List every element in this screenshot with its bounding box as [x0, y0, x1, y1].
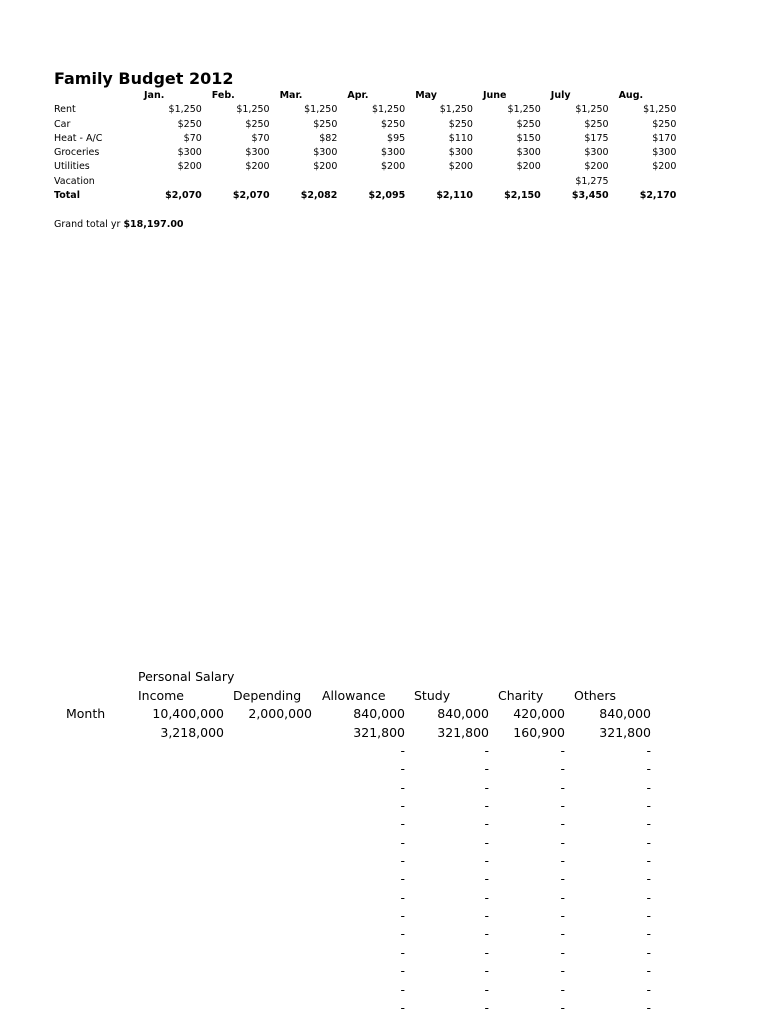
- budget-cell: $200: [381, 161, 406, 173]
- salary-cell-charity: -: [560, 889, 565, 905]
- salary-header-row: [0, 687, 768, 705]
- month-header: Jan.: [144, 90, 165, 101]
- total-cell: $2,150: [504, 190, 541, 202]
- budget-cell: $70: [183, 132, 202, 144]
- salary-cell-study: -: [484, 834, 489, 850]
- budget-cell: $170: [652, 132, 677, 144]
- salary-cell-income: 3,218,000: [160, 724, 224, 740]
- budget-cell: $200: [652, 161, 677, 173]
- budget-cell: $175: [584, 132, 609, 144]
- salary-cell-allowance: -: [400, 834, 405, 850]
- salary-cell-allowance: -: [400, 743, 405, 759]
- salary-row: [0, 870, 768, 888]
- month-header: Aug.: [618, 90, 644, 101]
- salary-cell-study: -: [484, 926, 489, 942]
- budget-cell: $110: [448, 132, 473, 144]
- budget-header-row: [54, 89, 676, 103]
- budget-cell: [405, 175, 473, 189]
- budget-cell: $200: [516, 161, 541, 173]
- salary-cell-study: -: [484, 871, 489, 887]
- month-header: June: [482, 90, 507, 101]
- salary-cell-study: -: [484, 761, 489, 777]
- salary-cell-study: -: [484, 908, 489, 924]
- salary-cell-allowance: -: [400, 889, 405, 905]
- salary-cell-study: -: [484, 981, 489, 997]
- header-income: Income: [138, 688, 184, 703]
- grand-total-value: $18,197.00: [123, 219, 184, 230]
- salary-row: [0, 944, 768, 962]
- salary-cell-allowance: 321,800: [353, 724, 405, 740]
- total-cell: $2,070: [165, 190, 202, 202]
- total-cell: $2,110: [436, 190, 473, 202]
- budget-cell: $150: [516, 132, 541, 144]
- salary-cell-others: -: [646, 944, 651, 960]
- budget-cell: $1,250: [643, 104, 677, 116]
- budget-cell: [337, 175, 405, 189]
- salary-cell-depending: 2,000,000: [248, 706, 312, 722]
- salary-row: [0, 907, 768, 925]
- grand-total: [54, 219, 184, 230]
- salary-cell-study: -: [484, 779, 489, 795]
- budget-cell: $1,250: [371, 104, 406, 116]
- budget-total-row: [54, 189, 676, 203]
- salary-cell-charity: -: [560, 853, 565, 869]
- salary-cell-allowance: -: [400, 871, 405, 887]
- budget-cell: $250: [652, 118, 677, 130]
- salary-cell-others: -: [646, 853, 651, 869]
- salary-row: [0, 779, 768, 797]
- salary-row: [0, 852, 768, 870]
- total-cell: $2,095: [368, 190, 406, 202]
- budget-cell: $250: [584, 118, 609, 130]
- budget-row: [54, 146, 676, 160]
- budget-row: [54, 118, 676, 132]
- salary-cell-others: -: [646, 999, 651, 1015]
- salary-cell-others: -: [646, 761, 651, 777]
- salary-cell-study: -: [484, 963, 489, 979]
- header-spacer: [54, 89, 134, 103]
- row-label: Car: [54, 118, 71, 130]
- budget-cell: [270, 175, 338, 189]
- header-depending: Depending: [233, 688, 302, 703]
- salary-cell-study: 321,800: [437, 724, 489, 740]
- salary-cell-others: -: [646, 963, 651, 979]
- budget-cell: $250: [245, 118, 270, 130]
- budget-cell: $200: [177, 161, 202, 173]
- salary-cell-others: -: [646, 981, 651, 997]
- budget-cell: $300: [245, 147, 270, 159]
- salary-cell-charity: -: [560, 999, 565, 1015]
- salary-cell-others: -: [646, 834, 651, 850]
- salary-cell-allowance: -: [400, 816, 405, 832]
- salary-row: [0, 760, 768, 778]
- salary-cell-study: -: [484, 944, 489, 960]
- salary-cell-charity: -: [560, 743, 565, 759]
- budget-cell: $200: [313, 161, 338, 173]
- total-cell: $2,070: [232, 190, 270, 202]
- budget-row: [54, 132, 676, 146]
- month-header: Apr.: [347, 90, 369, 101]
- salary-cell-allowance: -: [400, 926, 405, 942]
- salary-cell-charity: -: [560, 834, 565, 850]
- salary-table: [0, 687, 768, 1017]
- salary-row: [0, 815, 768, 833]
- salary-cell-others: 840,000: [599, 706, 651, 722]
- salary-cell-others: -: [646, 889, 651, 905]
- row-label: Utilities: [54, 161, 90, 173]
- row-label: Rent: [54, 104, 76, 116]
- row-label: Heat - A/C: [54, 132, 103, 144]
- salary-cell-charity: -: [560, 944, 565, 960]
- salary-cell-allowance: -: [400, 761, 405, 777]
- salary-cell-charity: -: [560, 908, 565, 924]
- salary-row: [0, 889, 768, 907]
- budget-cell: $300: [652, 147, 677, 159]
- budget-cell: $300: [313, 147, 338, 159]
- salary-cell-allowance: 840,000: [353, 706, 405, 722]
- salary-cell-charity: -: [560, 779, 565, 795]
- total-cell: $2,170: [639, 190, 677, 202]
- header-study: Study: [414, 688, 451, 703]
- salary-cell-study: -: [484, 853, 489, 869]
- budget-row: [54, 103, 676, 117]
- salary-cell-charity: 420,000: [513, 706, 565, 722]
- salary-cell-others: -: [646, 798, 651, 814]
- budget-cell: $1,250: [575, 104, 609, 116]
- salary-row: [0, 962, 768, 980]
- header-charity: Charity: [498, 688, 544, 703]
- budget-cell: $250: [313, 118, 338, 130]
- salary-cell-charity: -: [560, 798, 565, 814]
- header-others: Others: [574, 688, 617, 703]
- budget-cell: $70: [251, 132, 270, 144]
- salary-row: [0, 742, 768, 760]
- salary-row: [0, 981, 768, 999]
- salary-cell-study: 840,000: [437, 706, 489, 722]
- grand-total-label: Grand total yr: [54, 219, 121, 230]
- budget-cell: $300: [584, 147, 609, 159]
- month-header: May: [415, 90, 437, 101]
- budget-cell: $300: [381, 147, 406, 159]
- budget-cell: $1,250: [168, 104, 202, 116]
- budget-cell: $250: [448, 118, 473, 130]
- row-label: Vacation: [54, 175, 95, 187]
- month-header: Mar.: [279, 90, 303, 101]
- budget-cell: $250: [516, 118, 541, 130]
- salary-cell-charity: -: [560, 926, 565, 942]
- salary-cell-charity: -: [560, 871, 565, 887]
- salary-cell-charity: -: [560, 816, 565, 832]
- salary-cell-allowance: -: [400, 853, 405, 869]
- budget-cell: $300: [516, 147, 541, 159]
- budget-cell: $250: [381, 118, 406, 130]
- salary-cell-study: -: [484, 999, 489, 1015]
- salary-cell-others: -: [646, 816, 651, 832]
- salary-cell-charity: 160,900: [513, 724, 565, 740]
- salary-cell-income: 10,400,000: [152, 706, 224, 722]
- salary-row: [0, 834, 768, 852]
- budget-cell: $1,250: [507, 104, 541, 116]
- budget-cell: [202, 175, 270, 189]
- header-allowance: Allowance: [322, 688, 386, 703]
- budget-cell: $200: [245, 161, 270, 173]
- budget-cell: [134, 175, 202, 189]
- budget-cell: $95: [387, 132, 406, 144]
- budget-cell: $1,250: [236, 104, 270, 116]
- budget-row: [54, 160, 676, 174]
- budget-title: Family Budget 2012: [54, 69, 234, 88]
- budget-cell: $1,275: [575, 175, 609, 187]
- total-cell: $2,082: [300, 190, 338, 202]
- salary-cell-study: -: [484, 889, 489, 905]
- salary-cell-charity: -: [560, 761, 565, 777]
- salary-cell-others: -: [646, 908, 651, 924]
- budget-cell: $1,250: [439, 104, 473, 116]
- total-cell: $3,450: [571, 190, 609, 202]
- salary-cell-charity: -: [560, 981, 565, 997]
- salary-cell-allowance: -: [400, 908, 405, 924]
- salary-cell-study: -: [484, 816, 489, 832]
- budget-row: [54, 175, 676, 189]
- budget-cell: $300: [448, 147, 473, 159]
- salary-row: [0, 705, 768, 723]
- budget-cell: [609, 175, 677, 189]
- budget-cell: $1,250: [304, 104, 338, 116]
- month-header: July: [550, 90, 571, 101]
- salary-cell-study: -: [484, 798, 489, 814]
- budget-cell: $250: [177, 118, 202, 130]
- budget-cell: $300: [177, 147, 202, 159]
- salary-row: [0, 925, 768, 943]
- budget-cell: $200: [584, 161, 609, 173]
- row-label: Groceries: [54, 147, 100, 159]
- salary-title: Personal Salary: [138, 669, 235, 684]
- budget-cell: $200: [448, 161, 473, 173]
- salary-row: [0, 999, 768, 1017]
- salary-cell-others: 321,800: [599, 724, 651, 740]
- salary-cell-month: Month: [66, 706, 106, 722]
- salary-cell-others: -: [646, 926, 651, 942]
- budget-cell: $82: [319, 132, 338, 144]
- total-label: Total: [54, 190, 80, 202]
- salary-cell-allowance: -: [400, 981, 405, 997]
- month-header: Feb.: [211, 90, 235, 101]
- budget-table: [54, 89, 676, 203]
- salary-cell-allowance: -: [400, 779, 405, 795]
- salary-row: [0, 797, 768, 815]
- salary-cell-allowance: -: [400, 963, 405, 979]
- salary-cell-others: -: [646, 743, 651, 759]
- salary-cell-study: -: [484, 743, 489, 759]
- salary-cell-others: -: [646, 779, 651, 795]
- salary-cell-charity: -: [560, 963, 565, 979]
- salary-cell-allowance: -: [400, 798, 405, 814]
- budget-cell: [473, 175, 541, 189]
- salary-cell-others: -: [646, 871, 651, 887]
- salary-cell-allowance: -: [400, 944, 405, 960]
- salary-cell-allowance: -: [400, 999, 405, 1015]
- salary-row: [0, 724, 768, 742]
